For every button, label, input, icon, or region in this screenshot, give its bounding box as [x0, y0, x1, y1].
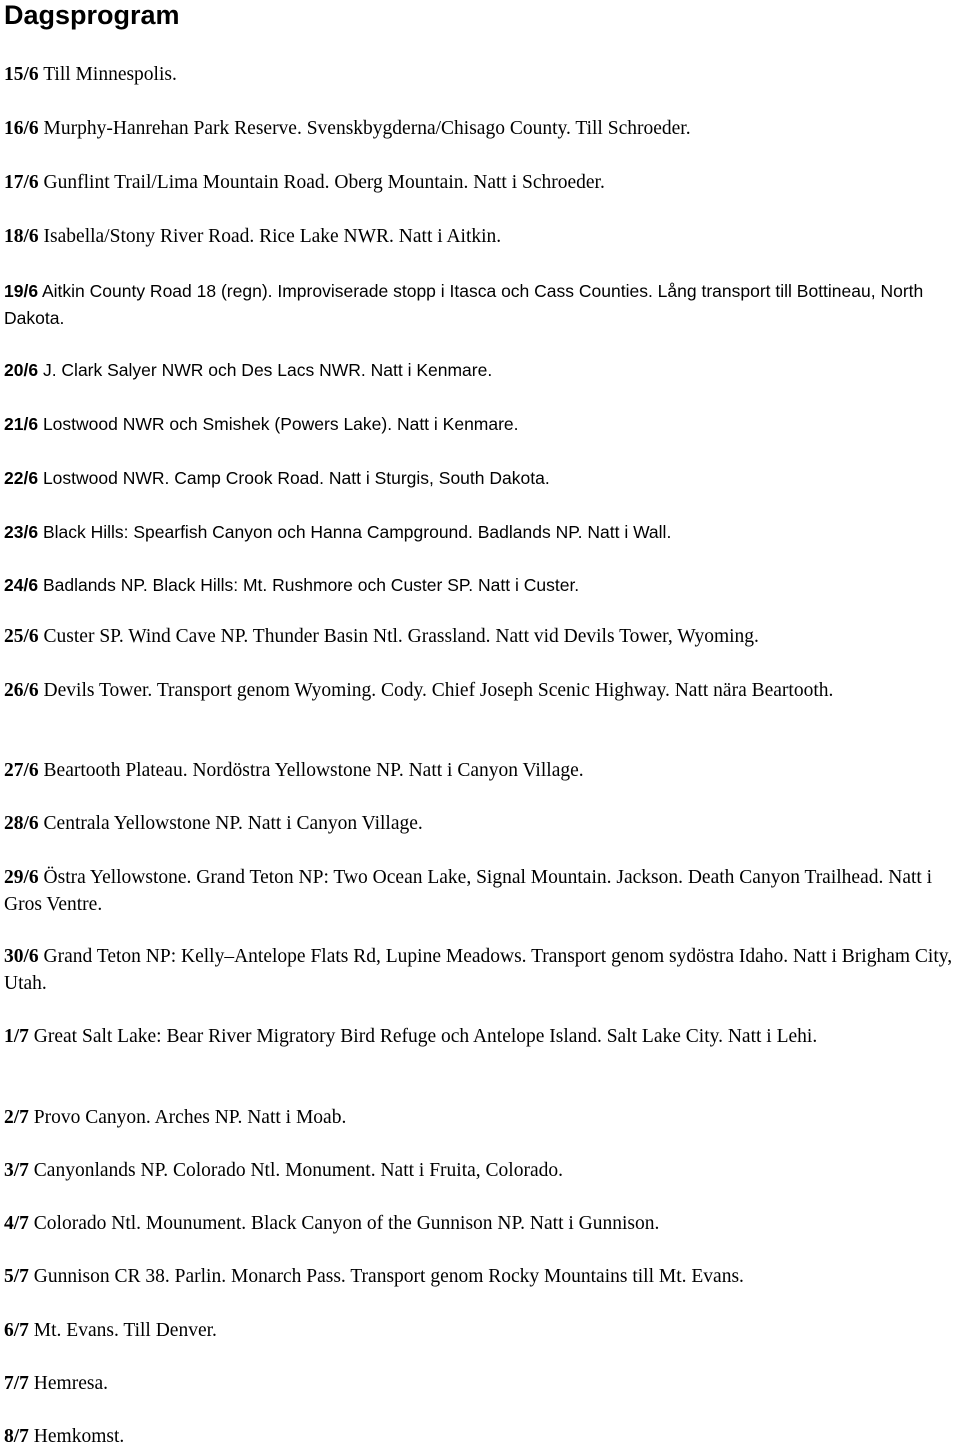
- entry-text: Gunnison CR 38. Parlin. Monarch Pass. Transport genom Rocky Mountains till Mt. Evans.: [33, 1266, 744, 1287]
- itinerary-entry: [4, 224, 944, 251]
- itinerary-entry: [4, 1105, 944, 1132]
- entry-date: 15/6: [4, 64, 39, 85]
- entry-date: 2/7: [4, 1107, 29, 1128]
- entry-text: Lostwood NWR. Camp Crook Road. Natt i Sturgis, South Dakota.: [42, 468, 550, 488]
- itinerary-entry: [4, 1211, 944, 1238]
- entry-text: Aitkin County Road 18 (regn). Improviserade stopp i Itasca och Cass Counties. Lång transport till Bottineau, North Dakota.: [4, 281, 924, 328]
- entry-text: Provo Canyon. Arches NP. Natt i Moab.: [33, 1107, 347, 1128]
- entry-text: Beartooth Plateau. Nordöstra Yellowstone NP. Natt i Canyon Village.: [43, 760, 584, 781]
- itinerary-entry: [4, 1371, 944, 1398]
- entry-text: Badlands NP. Black Hills: Mt. Rushmore och Custer SP. Natt i Custer.: [42, 575, 580, 595]
- itinerary-entry: [4, 1264, 944, 1291]
- itinerary-entry: [4, 278, 939, 331]
- entry-date: 23/6: [4, 522, 39, 542]
- itinerary-entry: [4, 1024, 874, 1051]
- entry-text: Black Hills: Spearfish Canyon och Hanna Campground. Badlands NP. Natt i Wall.: [42, 522, 672, 542]
- itinerary-entry: [4, 572, 944, 599]
- entry-date: 6/7: [4, 1320, 29, 1341]
- entry-text: Centrala Yellowstone NP. Natt i Canyon Village.: [43, 813, 423, 834]
- entry-date: 28/6: [4, 813, 39, 834]
- entry-text: Gunflint Trail/Lima Mountain Road. Oberg Mountain. Natt i Schroeder.: [43, 172, 605, 193]
- entry-text: Isabella/Stony River Road. Rice Lake NWR. Natt i Aitkin.: [43, 226, 502, 247]
- document-page: [4, 0, 958, 1447]
- entry-text: Devils Tower. Transport genom Wyoming. Cody. Chief Joseph Scenic Highway. Natt nära Beartooth.: [43, 680, 834, 701]
- entry-text: Till Minnespolis.: [43, 64, 177, 85]
- entry-date: 22/6: [4, 468, 39, 488]
- entry-date: 5/7: [4, 1266, 29, 1287]
- entry-date: 18/6: [4, 226, 39, 247]
- itinerary-entry: [4, 1318, 944, 1345]
- entry-date: 7/7: [4, 1373, 29, 1394]
- entry-text: J. Clark Salyer NWR och Des Lacs NWR. Natt i Kenmare.: [42, 360, 493, 380]
- entry-date: 16/6: [4, 118, 39, 139]
- entry-date: 8/7: [4, 1426, 29, 1447]
- itinerary-entry: [4, 1158, 944, 1185]
- entry-date: 1/7: [4, 1026, 29, 1047]
- itinerary-entry: [4, 170, 944, 197]
- entry-date: 29/6: [4, 867, 39, 888]
- entry-date: 30/6: [4, 946, 39, 967]
- entry-text: Great Salt Lake: Bear River Migratory Bird Refuge och Antelope Island. Salt Lake City. Natt i Lehi.: [33, 1026, 818, 1047]
- page-title: Dagsprogram: [4, 0, 180, 30]
- itinerary-entry: [4, 865, 958, 918]
- entry-date: 3/7: [4, 1160, 29, 1181]
- entry-date: 24/6: [4, 575, 39, 595]
- entry-text: Hemkomst.: [33, 1426, 125, 1447]
- itinerary-entry: [4, 624, 944, 651]
- entry-date: 21/6: [4, 414, 39, 434]
- itinerary-entry: [4, 357, 944, 384]
- entry-date: 27/6: [4, 760, 39, 781]
- itinerary-entry: [4, 465, 944, 492]
- itinerary-entry: [4, 411, 944, 438]
- itinerary-entry: [4, 1424, 944, 1451]
- entry-text: Grand Teton NP: Kelly–Antelope Flats Rd, Lupine Meadows. Transport genom sydöstra Idaho. Natt i Brigham City, Utah.: [4, 946, 953, 994]
- entry-text: Custer SP. Wind Cave NP. Thunder Basin Ntl. Grassland. Natt vid Devils Tower, Wyoming.: [43, 626, 759, 647]
- entry-text: Lostwood NWR och Smishek (Powers Lake). Natt i Kenmare.: [42, 414, 519, 434]
- itinerary-entry: [4, 678, 904, 705]
- entry-date: 25/6: [4, 626, 39, 647]
- itinerary-entry: [4, 811, 944, 838]
- itinerary-entry: [4, 116, 944, 143]
- itinerary-entry: [4, 758, 944, 785]
- entry-text: Canyonlands NP. Colorado Ntl. Monument. Natt i Fruita, Colorado.: [33, 1160, 563, 1181]
- itinerary-entry: [4, 62, 944, 89]
- itinerary-entry: [4, 944, 954, 997]
- entry-text: Östra Yellowstone. Grand Teton NP: Two Ocean Lake, Signal Mountain. Jackson. Death Canyon Trailhead. Natt i Gros Ventre.: [4, 867, 933, 915]
- entry-date: 19/6: [4, 281, 39, 301]
- entry-text: Murphy-Hanrehan Park Reserve. Svenskbygderna/Chisago County. Till Schroeder.: [43, 118, 691, 139]
- entry-text: Mt. Evans. Till Denver.: [33, 1320, 217, 1341]
- entry-date: 26/6: [4, 680, 39, 701]
- entry-date: 20/6: [4, 360, 39, 380]
- itinerary-entry: [4, 519, 944, 546]
- entry-text: Colorado Ntl. Mounument. Black Canyon of the Gunnison NP. Natt i Gunnison.: [33, 1213, 660, 1234]
- entry-date: 17/6: [4, 172, 39, 193]
- entry-date: 4/7: [4, 1213, 29, 1234]
- entry-text: Hemresa.: [33, 1373, 108, 1394]
